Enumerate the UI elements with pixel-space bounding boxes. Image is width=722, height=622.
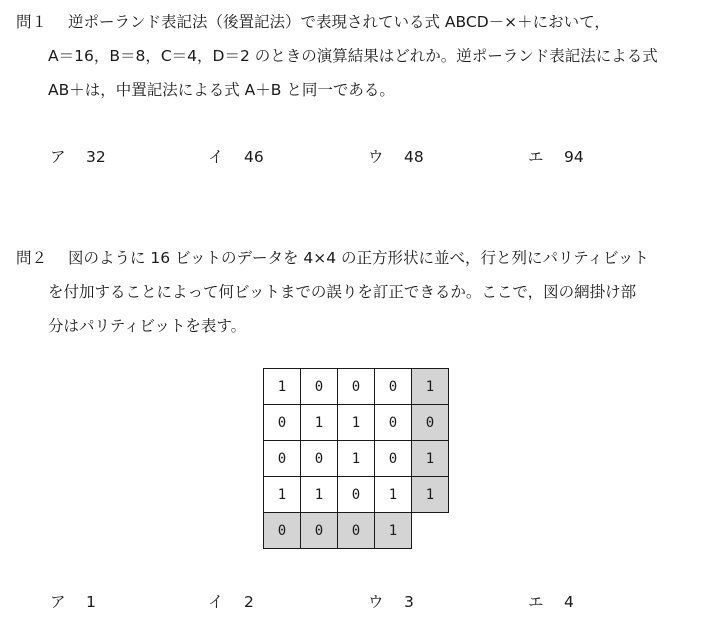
choice-value: 48 [404,148,424,166]
q2-text-line-3: 分はパリティビットを表す。 [48,317,247,335]
choice-value: 3 [404,593,414,611]
row-parity-bit: 1 [412,441,449,477]
q2-text-line-1: 図のように 16 ビットのデータを 4×4 の正方形状に並べ，行と列にパリティビット [68,249,649,267]
data-bit: 1 [375,477,412,513]
data-bit: 0 [375,441,412,477]
q2-choice-e[interactable] [528,592,574,612]
grid-row [264,369,449,405]
grid-row [264,441,449,477]
data-bit: 0 [375,369,412,405]
parity-grid [263,368,449,549]
grid-row [264,513,449,549]
column-parity-bit: 0 [264,513,301,549]
choice-mark: ア [50,148,66,166]
data-bit: 1 [301,405,338,441]
choice-value: 1 [86,593,96,611]
q1-choice-i[interactable] [208,147,264,167]
data-bit: 1 [264,369,301,405]
q2-choice-u[interactable] [368,592,414,612]
choice-mark: ウ [368,148,384,166]
choice-mark: ウ [368,593,384,611]
column-parity-bit: 1 [375,513,412,549]
q1-text-line-1: 逆ポーランド表記法（後置記法）で表現されている式 ABCD－×＋において， [68,13,610,31]
choice-mark: イ [208,148,224,166]
data-bit: 1 [338,441,375,477]
choice-value: 94 [564,148,584,166]
data-bit: 1 [301,477,338,513]
q1-choice-a[interactable] [50,147,106,167]
data-bit: 1 [264,477,301,513]
q2-choice-i[interactable] [208,592,254,612]
data-bit: 0 [301,441,338,477]
choice-mark: エ [528,593,544,611]
column-parity-bit: 0 [301,513,338,549]
empty-corner [412,513,449,549]
choice-mark: ア [50,593,66,611]
column-parity-bit: 0 [338,513,375,549]
grid-row [264,477,449,513]
q1-text-line-3: AB＋は，中置記法による式 A＋B と同一である。 [48,81,395,99]
choice-mark: イ [208,593,224,611]
data-bit: 1 [338,405,375,441]
row-parity-bit: 0 [412,405,449,441]
q2-text-line-2: を付加することによって何ビットまでの誤りを訂正できるか。ここで，図の網掛け部 [48,283,637,301]
q1-choice-e[interactable] [528,147,584,167]
data-bit: 0 [301,369,338,405]
choice-value: 46 [244,148,264,166]
data-bit: 0 [338,477,375,513]
q2-choice-a[interactable] [50,592,96,612]
choice-mark: エ [528,148,544,166]
q2-label: 問２ [16,249,48,267]
grid-row [264,405,449,441]
q1-text-line-2: A＝16，B＝8，C＝4，D＝2 のときの演算結果はどれか。逆ポーランド表記法による式 [48,47,658,65]
choice-value: 4 [564,593,574,611]
row-parity-bit: 1 [412,477,449,513]
data-bit: 0 [264,441,301,477]
data-bit: 0 [264,405,301,441]
row-parity-bit: 1 [412,369,449,405]
data-bit: 0 [338,369,375,405]
q1-choice-u[interactable] [368,147,424,167]
q1-label: 問１ [16,13,48,31]
data-bit: 0 [375,405,412,441]
choice-value: 32 [86,148,106,166]
choice-value: 2 [244,593,254,611]
